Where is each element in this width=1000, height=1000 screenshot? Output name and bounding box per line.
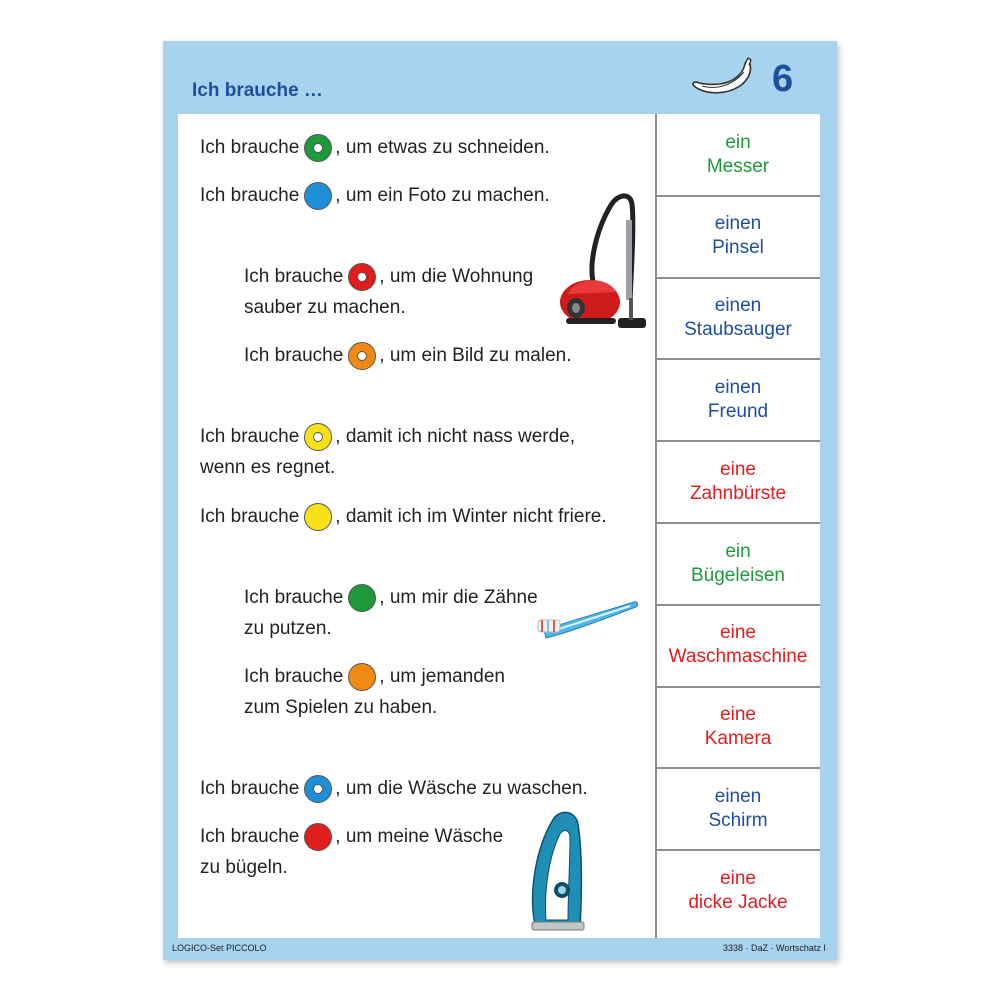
sentence-line xyxy=(244,583,538,613)
sentence-continuation: sauber zu machen. xyxy=(244,297,406,318)
answer-card[interactable] xyxy=(656,605,820,686)
answer-card[interactable] xyxy=(656,196,820,277)
answer-article: eine xyxy=(720,622,756,644)
page-title: Ich brauche … xyxy=(192,80,323,101)
answer-column xyxy=(656,114,820,938)
sentence-line xyxy=(200,181,550,211)
sentence-line xyxy=(200,822,503,852)
sentence-continuation: zu bügeln. xyxy=(200,857,288,878)
answer-noun: Freund xyxy=(707,400,769,422)
color-dot-marker[interactable] xyxy=(304,823,332,851)
color-dot-marker[interactable] xyxy=(304,423,332,451)
dot-hole xyxy=(357,351,367,361)
sentence-end: , um ein Foto zu machen. xyxy=(335,185,550,206)
answer-separator xyxy=(656,195,820,197)
answer-separator xyxy=(656,686,820,688)
answer-article: einen xyxy=(714,295,762,317)
sentence-line xyxy=(244,262,533,292)
color-dot-marker[interactable] xyxy=(348,663,376,691)
answer-noun: Kamera xyxy=(704,728,772,750)
footer-right: 3338 · DaZ · Wortschatz I xyxy=(723,943,826,953)
sentence-start: Ich brauche xyxy=(200,778,300,799)
sentence-start: Ich brauche xyxy=(244,345,344,366)
sentence-end: , um jemanden xyxy=(379,666,505,687)
answer-card[interactable] xyxy=(656,278,820,359)
answer-article: einen xyxy=(714,785,762,807)
answer-separator xyxy=(656,604,820,606)
sentence-line xyxy=(200,774,588,804)
answer-separator xyxy=(656,767,820,769)
sentence-start: Ich brauche xyxy=(200,137,300,158)
sentence-start: Ich brauche xyxy=(200,426,300,447)
answer-article: eine xyxy=(720,458,756,480)
column-divider xyxy=(655,114,657,938)
sentence-start: Ich brauche xyxy=(244,587,344,608)
answer-separator xyxy=(656,358,820,360)
answer-card[interactable] xyxy=(656,359,820,440)
answer-article: eine xyxy=(720,704,756,726)
answer-card[interactable] xyxy=(656,114,820,195)
color-dot-marker[interactable] xyxy=(348,263,376,291)
banana-icon xyxy=(690,56,754,100)
color-dot-marker[interactable] xyxy=(304,503,332,531)
answer-noun: dicke Jacke xyxy=(688,891,788,913)
sentence-continuation: wenn es regnet. xyxy=(200,457,336,478)
answer-article: ein xyxy=(725,540,751,562)
sentence-start: Ich brauche xyxy=(244,266,344,287)
sentence-line xyxy=(200,133,550,163)
footer-left: LOGICO-Set PICCOLO xyxy=(172,943,267,953)
answer-article: einen xyxy=(714,213,762,235)
answer-article: ein xyxy=(725,131,751,153)
answer-noun: Messer xyxy=(706,155,770,177)
sentence-continuation: zum Spielen zu haben. xyxy=(244,697,438,718)
sentence-line xyxy=(244,662,505,692)
sentence-end: , um etwas zu schneiden. xyxy=(335,137,550,158)
answer-separator xyxy=(656,849,820,851)
sentence-start: Ich brauche xyxy=(244,666,344,687)
sentence-end: , damit ich im Winter nicht friere. xyxy=(335,506,607,527)
sentence-line xyxy=(200,502,607,532)
dot-hole xyxy=(313,143,323,153)
dot-hole xyxy=(313,432,323,442)
sentence-end: , um meine Wäsche xyxy=(335,826,504,847)
answer-noun: Pinsel xyxy=(712,237,764,259)
sentence-start: Ich brauche xyxy=(200,185,300,206)
sentence-continuation: zu putzen. xyxy=(244,618,332,639)
sentence-end: , um die Wäsche zu waschen. xyxy=(335,778,588,799)
answer-card[interactable] xyxy=(656,768,820,849)
sentence-start: Ich brauche xyxy=(200,506,300,527)
dot-hole xyxy=(313,784,323,794)
color-dot-marker[interactable] xyxy=(348,584,376,612)
answer-article: einen xyxy=(714,376,762,398)
dot-hole xyxy=(357,272,367,282)
color-dot-marker[interactable] xyxy=(304,775,332,803)
sentence-end: , um ein Bild zu malen. xyxy=(379,345,572,366)
iron-image xyxy=(524,810,588,932)
sentence-end: , um mir die Zähne xyxy=(379,587,538,608)
sentence-line xyxy=(200,422,575,452)
sentence-end: , um die Wohnung xyxy=(379,266,534,287)
answer-noun: Zahnbürste xyxy=(689,482,787,504)
answer-article: eine xyxy=(720,867,756,889)
answer-noun: Waschmaschine xyxy=(668,646,808,668)
sentence-line xyxy=(244,341,572,371)
answer-noun: Staubsauger xyxy=(684,319,792,341)
answer-noun: Bügeleisen xyxy=(690,564,786,586)
card-number: 6 xyxy=(772,58,794,100)
answer-noun: Schirm xyxy=(708,809,768,831)
answer-separator xyxy=(656,522,820,524)
answer-card[interactable] xyxy=(656,523,820,604)
sentence-start: Ich brauche xyxy=(200,826,300,847)
toothbrush-image xyxy=(536,596,640,642)
color-dot-marker[interactable] xyxy=(348,342,376,370)
color-dot-marker[interactable] xyxy=(304,182,332,210)
color-dot-marker[interactable] xyxy=(304,134,332,162)
answer-separator xyxy=(656,440,820,442)
vacuum-cleaner-image xyxy=(556,190,650,340)
answer-card[interactable] xyxy=(656,850,820,931)
answer-card[interactable] xyxy=(656,441,820,522)
sentence-end: , damit ich nicht nass werde, xyxy=(335,426,576,447)
answer-card[interactable] xyxy=(656,687,820,768)
answer-separator xyxy=(656,277,820,279)
